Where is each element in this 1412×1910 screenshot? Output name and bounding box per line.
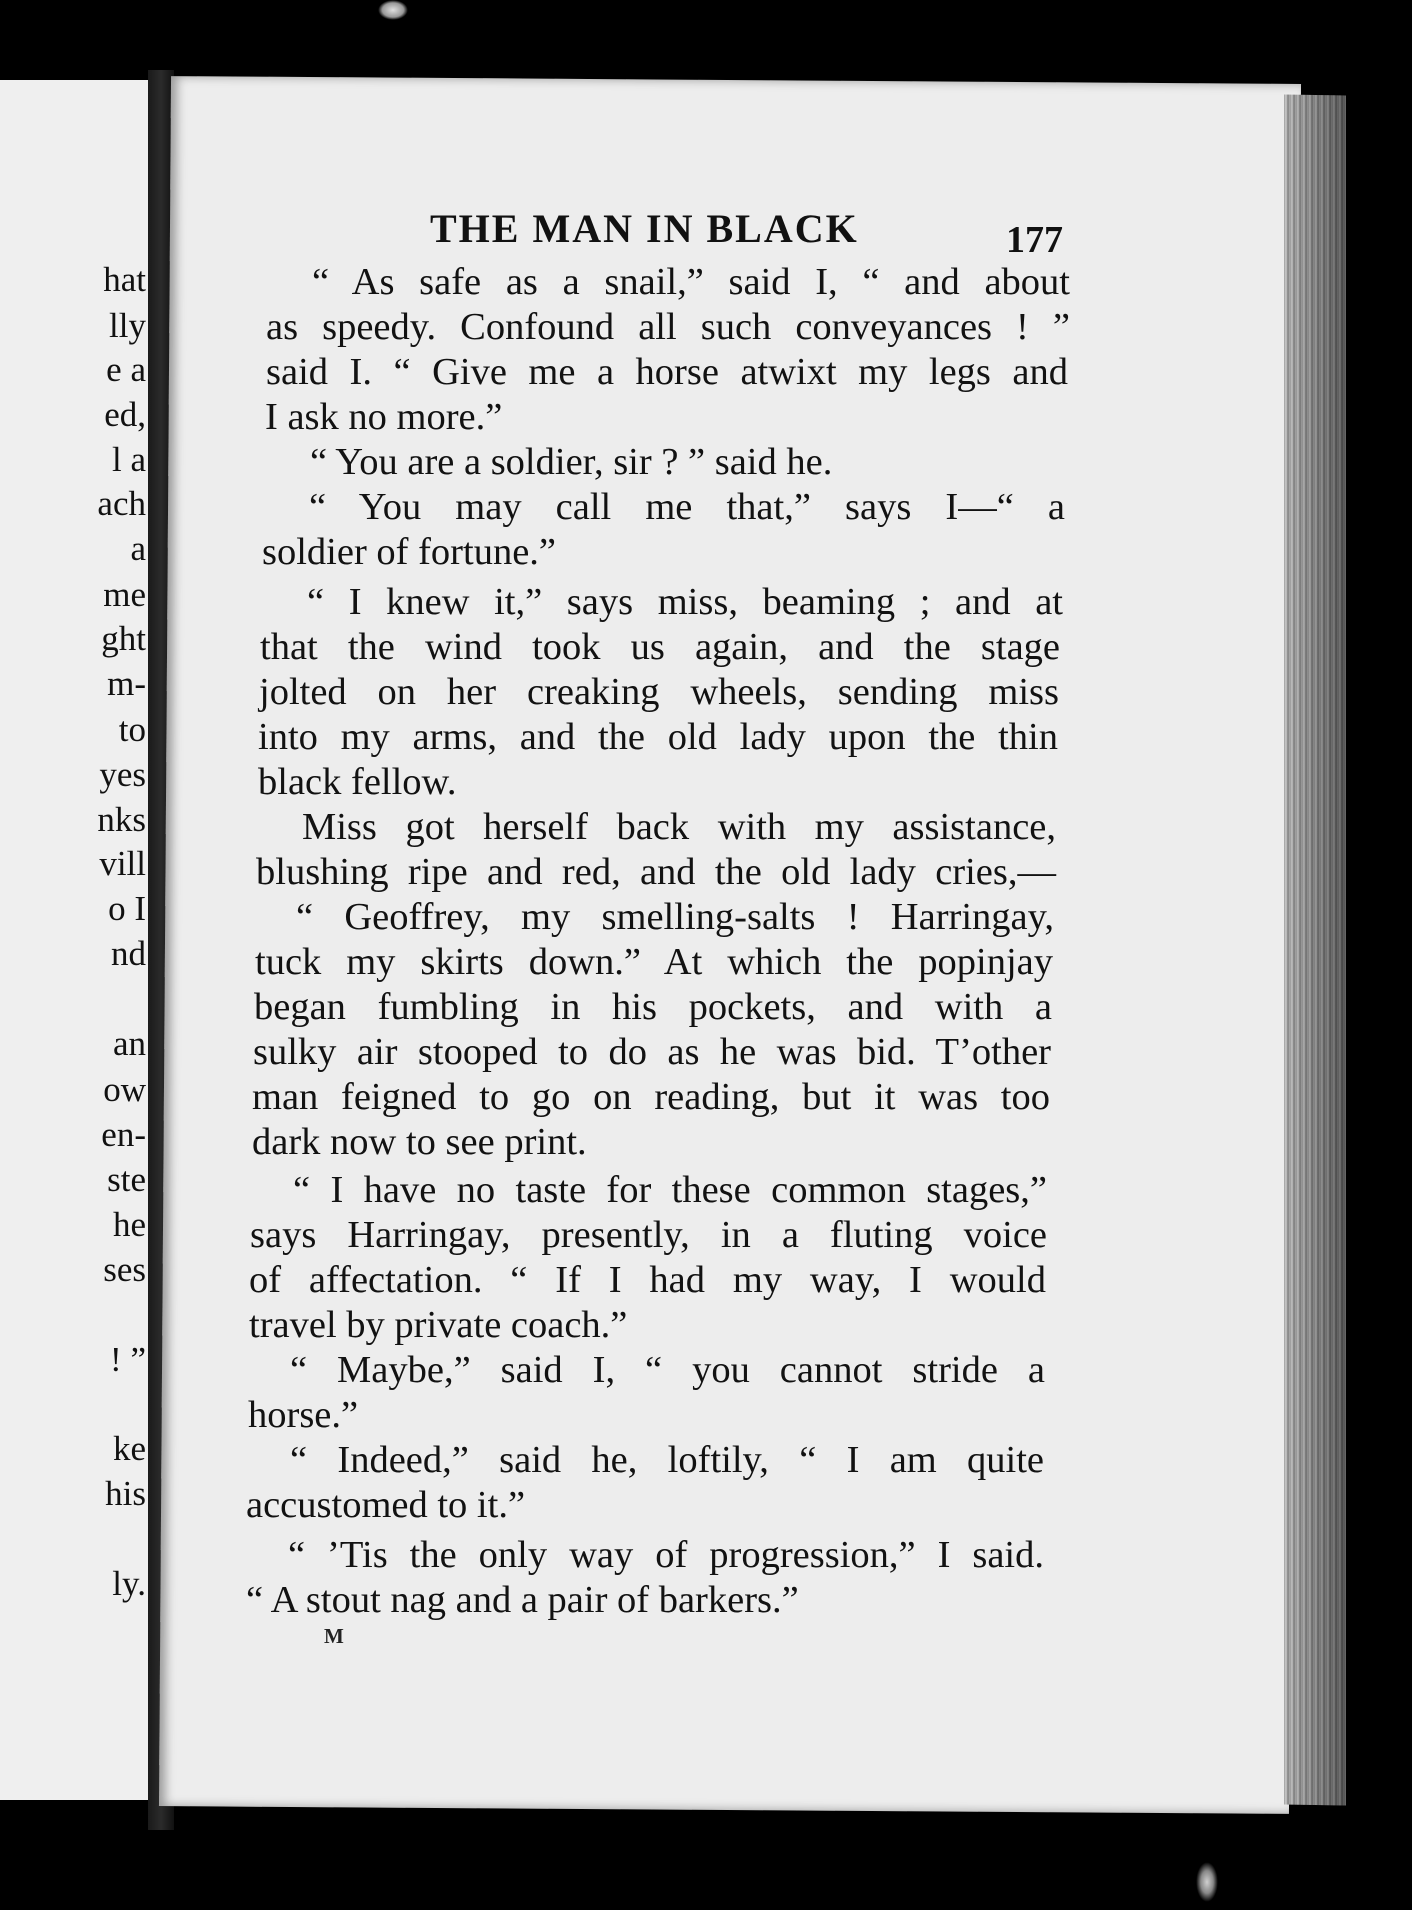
body-line: travel by private coach.”	[249, 1304, 628, 1346]
left-page-line: ses	[103, 1250, 146, 1289]
left-page-line: nd	[111, 934, 146, 973]
left-page-line: m-	[107, 664, 146, 703]
left-page-line: e a	[106, 350, 146, 389]
left-page-line: ke	[112, 1429, 146, 1468]
left-page-line: me	[103, 575, 146, 614]
left-page-line: l a	[111, 440, 146, 479]
left-page-line: ed,	[104, 395, 146, 434]
left-page-line: to	[118, 710, 146, 749]
page-number: 177	[1006, 219, 1063, 261]
body-line: of affectation. “ If I had my way, I would	[249, 1259, 1046, 1301]
body-line: “ You are a soldier, sir ? ” said he.	[310, 441, 833, 483]
left-page-line: nks	[97, 800, 146, 839]
left-page-line: ste	[107, 1160, 146, 1199]
left-page-line: an	[112, 1024, 146, 1063]
body-line: said I. “ Give me a horse atwixt my legs and	[266, 351, 1068, 393]
body-line: into my arms, and the old lady upon the thin	[258, 716, 1058, 758]
body-line: “ Geoffrey, my smelling-salts ! Harringay,	[296, 896, 1054, 938]
left-page-line: en-	[101, 1115, 146, 1154]
body-line: horse.”	[248, 1394, 359, 1436]
body-line: soldier of fortune.”	[262, 531, 556, 573]
left-page-line: ght	[101, 619, 146, 658]
body-line: man feigned to go on reading, but it was too	[252, 1076, 1050, 1118]
body-line: “ ’Tis the only way of progression,” I said.	[288, 1534, 1044, 1576]
left-page-line: he	[112, 1205, 146, 1244]
body-line: as speedy. Confound all such conveyances ! ”	[266, 306, 1070, 348]
body-line: I ask no more.”	[265, 396, 503, 438]
left-page	[0, 80, 160, 1800]
dust-speck	[1196, 1862, 1218, 1902]
left-page-line: ach	[97, 484, 146, 523]
body-line: “ I knew it,” says miss, beaming ; and at	[307, 581, 1063, 623]
body-line: sulky air stooped to do as he was bid. T’other	[253, 1031, 1051, 1073]
page-fore-edge	[1284, 94, 1346, 1805]
body-line: “ Indeed,” said he, loftily, “ I am quite	[290, 1439, 1044, 1481]
body-line: says Harringay, presently, in a fluting voice	[250, 1214, 1047, 1256]
body-line: blushing ripe and red, and the old lady cries,—	[256, 851, 1056, 893]
body-line: black fellow.	[258, 761, 457, 803]
body-line: “ A stout nag and a pair of barkers.”	[246, 1579, 799, 1621]
body-line: that the wind took us again, and the stage	[260, 626, 1060, 668]
body-line: “ Maybe,” said I, “ you cannot stride a	[290, 1349, 1045, 1391]
left-page-line: ow	[103, 1070, 146, 1109]
signature-mark: M	[324, 1624, 344, 1648]
left-page-line: yes	[99, 755, 146, 794]
left-page-line: vill	[99, 844, 146, 883]
body-line: tuck my skirts down.” At which the popinjay	[255, 941, 1053, 983]
running-head: THE MAN IN BLACK	[430, 206, 859, 251]
body-line: began fumbling in his pockets, and with a	[254, 986, 1052, 1028]
body-line: dark now to see print.	[252, 1121, 587, 1163]
left-page-line: hat	[103, 260, 146, 299]
body-line: jolted on her creaking wheels, sending miss	[259, 671, 1059, 713]
left-page-line: ! ”	[110, 1340, 146, 1379]
dust-speck	[378, 0, 408, 20]
body-line: “ As safe as a snail,” said I, “ and about	[312, 261, 1070, 303]
body-line: “ You may call me that,” says I—“ a	[309, 486, 1065, 528]
body-line: accustomed to it.”	[246, 1484, 526, 1526]
left-page-line: ly.	[112, 1564, 146, 1603]
left-page-line: lly	[109, 306, 146, 345]
left-page-line: o I	[108, 889, 146, 928]
left-page-line: a	[130, 529, 146, 568]
body-line: “ I have no taste for these common stages,”	[293, 1169, 1047, 1211]
left-page-line: his	[105, 1474, 146, 1513]
body-line: Miss got herself back with my assistance,	[302, 806, 1056, 848]
